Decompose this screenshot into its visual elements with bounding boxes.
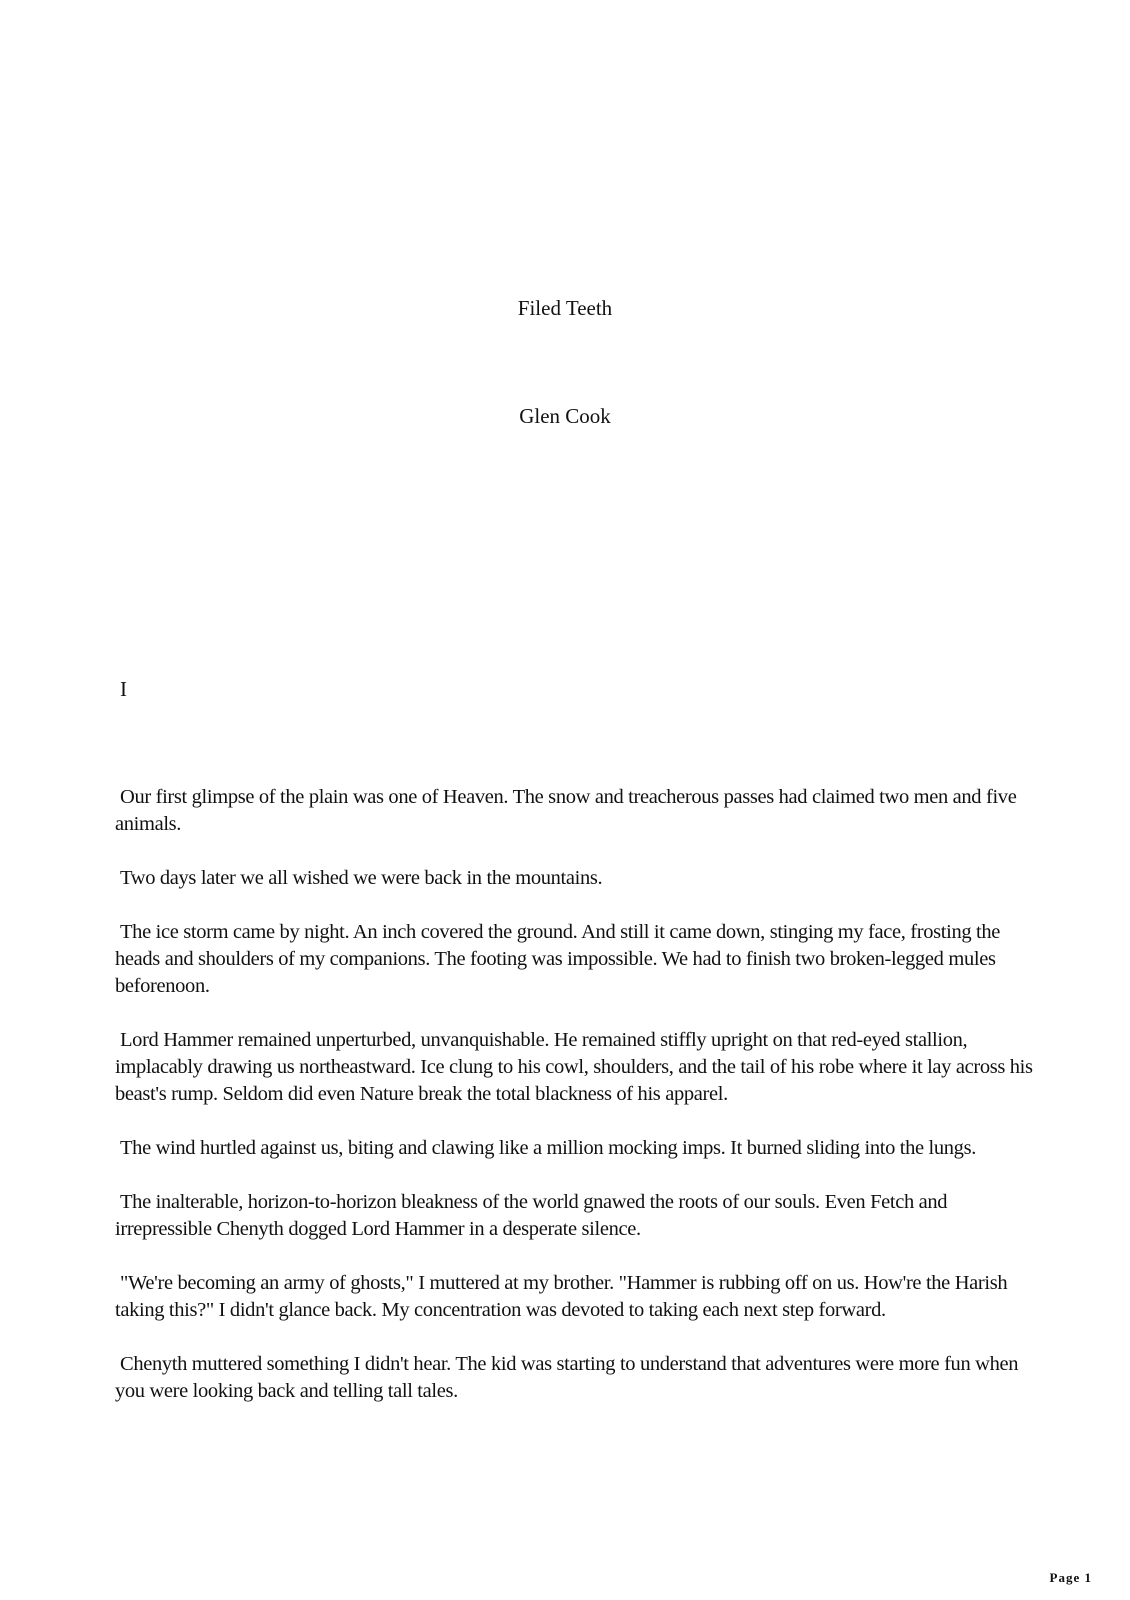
page-number: Page 1 [1049, 1570, 1092, 1585]
paragraph: Two days later we all wished we were back in the mountains. [120, 867, 603, 889]
paragraph: Lord Hammer remained unperturbed, unvanquishable. He remained stiffly upright on that red-eyed stallion, implacably drawing us northeastward. Ice clung to his cowl, shoulders, and the tail of his robe where it lay across his beast's rump. Seldom did even Nature break the total blackness of his apparel. [115, 1029, 1033, 1105]
paragraph: Chenyth muttered something I didn't hear. The kid was starting to understand that adventures were more fun when you were looking back and telling tall tales. [115, 1353, 1019, 1402]
document-author: Glen Cook [519, 404, 611, 428]
paragraph: The inalterable, horizon-to-horizon bleakness of the world gnawed the roots of our souls. Even Fetch and irrepressible Chenyth dogged Lord Hammer in a desperate silence. [115, 1191, 948, 1240]
chapter-heading: I [120, 677, 127, 701]
paragraph: The wind hurtled against us, biting and clawing like a million mocking imps. It burned sliding into the lungs. [120, 1137, 976, 1159]
document-title: Filed Teeth [517, 296, 613, 320]
paragraph: "We're becoming an army of ghosts," I muttered at my brother. "Hammer is rubbing off on us. How're the Harish taking this?" I didn't glance back. My concentration was devoted to taking each next step forward. [115, 1272, 1008, 1321]
paragraph: The ice storm came by night. An inch covered the ground. And still it came down, stinging my face, frosting the heads and shoulders of my companions. The footing was impossible. We had to finish two broken-legged mules beforenoon. [115, 921, 1001, 997]
body-text [115, 784, 1035, 1432]
paragraph: Our first glimpse of the plain was one of Heaven. The snow and treacherous passes had claimed two men and five animals. [115, 786, 1017, 835]
